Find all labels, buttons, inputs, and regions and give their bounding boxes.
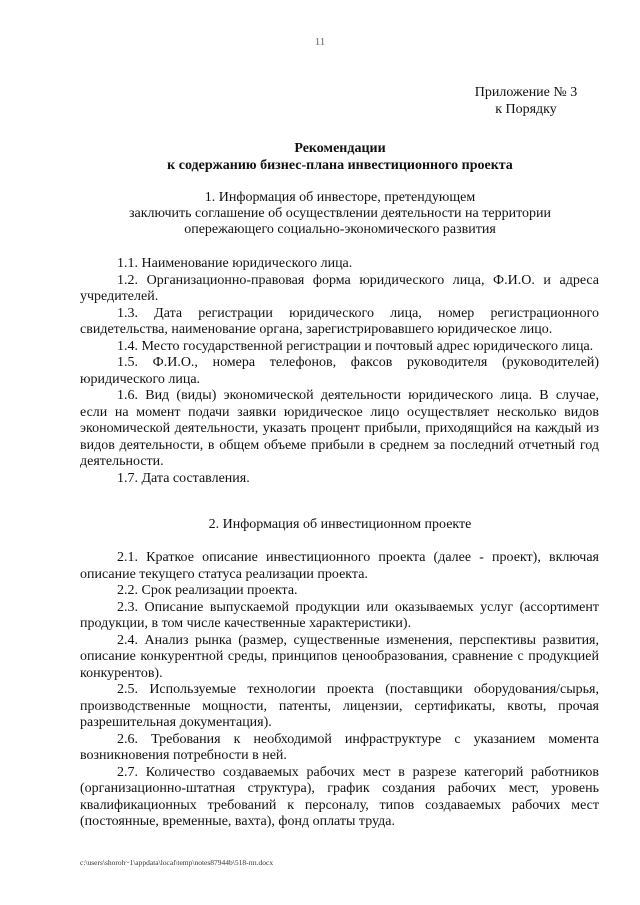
list-item: 1.2. Организационно-правовая форма юридического лица, Ф.И.О. и адреса учредителей. [80, 272, 599, 304]
list-item: 2.6. Требования к необходимой инфраструктуре с указанием момента возникновения потребности в ней. [80, 731, 599, 763]
appendix-line-1: Приложение № 3 [474, 85, 578, 100]
page-number: 11 [314, 36, 326, 48]
section-1-heading-line: заключить соглашение об осуществлении деятельности на территории [128, 206, 551, 221]
appendix-line-2: к Порядку [495, 102, 557, 117]
section-2-body [80, 550, 599, 831]
title-line-2: к содержанию бизнес-плана инвестиционного проекта [167, 158, 513, 173]
title-line-1: Рекомендации [294, 141, 386, 156]
section-2-heading [80, 517, 600, 533]
list-item: 1.3. Дата регистрации юридического лица, номер регистрационного свидетельства, наименование органа, зарегистрировавшего юридическое лицо. [80, 305, 599, 337]
document-title [80, 140, 600, 174]
section-1-heading [80, 190, 600, 238]
list-item: 2.1. Краткое описание инвестиционного проекта (далее - проект), включая описание текущего статуса реализации проекта. [80, 550, 599, 582]
list-item: 1.7. Дата составления. [117, 470, 250, 486]
appendix-label [446, 84, 606, 118]
footer-file-path: c:\users\shoroh~1\appdata\local\temp\notes87944b\518-пп.docx [80, 858, 274, 867]
list-item: 1.1. Наименование юридического лица. [117, 256, 353, 271]
list-item: 1.4. Место государственной регистрации и почтовый адрес юридического лица. [117, 338, 594, 354]
list-item: 2.7. Количество создаваемых рабочих мест в разрезе категорий работников (организационно-штатная структура), график создания рабочих мест, уровень квалификационных требований к персоналу, типов создаваемых рабочих мест (постоянные, временные, вахта), фонд оплаты труда. [80, 764, 599, 829]
list-item: 2.5. Используемые технологии проекта (поставщики оборудования/сырья, производственные мощности, патенты, лицензии, сертификаты, квоты, прочая разрешительная документация). [80, 682, 599, 730]
list-item: 1.5. Ф.И.О., номера телефонов, факсов руководителя (руководителей) юридического лица. [80, 355, 599, 387]
list-item: 2.3. Описание выпускаемой продукции или оказываемых услуг (ассортимент продукции, в том числе качественные характеристики). [80, 599, 599, 631]
section-1-heading-line: опережающего социально-экономического развития [184, 222, 496, 237]
list-item: 2.4. Анализ рынка (размер, существенные изменения, перспективы развития, описание конкурентной среды, принципов ценообразования, сравнение с продукцией конкурентов). [80, 632, 599, 681]
section-2-heading-line: 2. Информация об инвестиционном проекте [208, 517, 472, 532]
list-item: 2.2. Срок реализации проекта. [117, 583, 298, 598]
section-1-body [80, 256, 599, 487]
list-item: 1.6. Вид (виды) экономической деятельности юридического лица. В случае, если на момент подачи заявки юридическое лицо осуществляет несколько видов экономической деятельности, указать процент прибыли, приходящийся на каждый из видов деятельности, в общем объеме прибыли в среднем за последний отчетный год деятельности. [80, 388, 599, 469]
section-1-heading-line: 1. Информация об инвесторе, претендующем [204, 190, 476, 205]
